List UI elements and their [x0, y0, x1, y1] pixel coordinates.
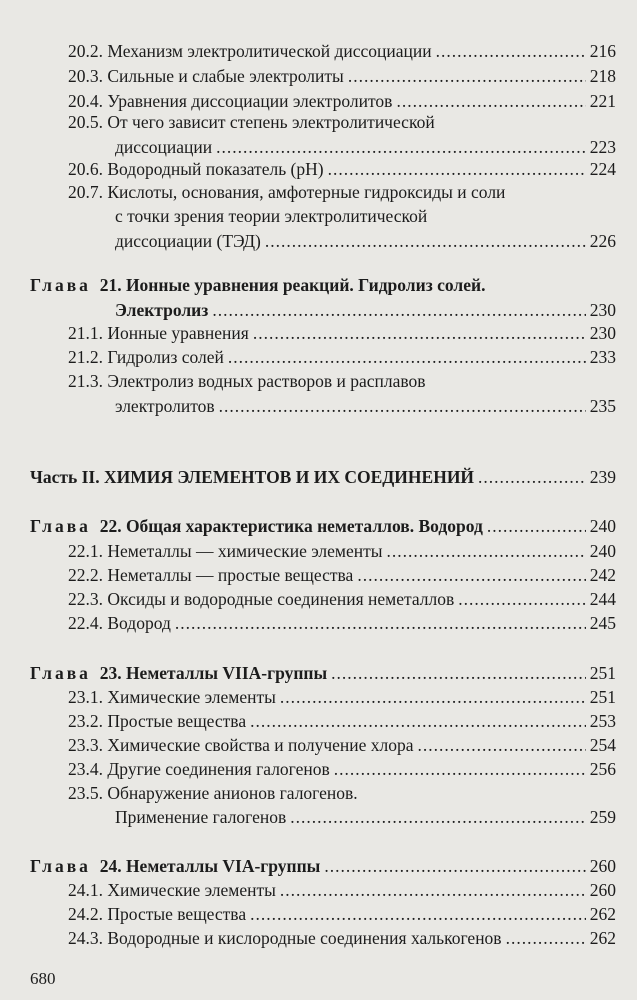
page-ref: 221 — [589, 91, 616, 111]
leader-dots — [216, 136, 586, 158]
page-ref: 251 — [589, 687, 616, 707]
entry-title: Кислоты, основания, амфотерные гидроксиды и соли — [107, 182, 506, 202]
entry-title: Химические элементы — [107, 880, 276, 900]
entry-number: 21.3. — [68, 371, 103, 391]
leader-dots — [212, 299, 585, 321]
toc-entry — [68, 322, 616, 344]
page-ref: 230 — [589, 323, 616, 343]
page-ref: 245 — [589, 613, 616, 633]
toc-entry-continuation — [115, 806, 616, 828]
toc-entry — [68, 710, 616, 732]
leader-dots — [348, 65, 586, 87]
leader-dots — [357, 564, 585, 586]
page-ref: 240 — [589, 516, 616, 536]
leader-dots — [436, 40, 586, 62]
leader-dots — [265, 230, 586, 252]
leader-dots — [418, 734, 586, 756]
entry-title: Обнаружение анионов галогенов. — [107, 783, 358, 803]
chapter-title: 24. Неметаллы VIA-группы — [99, 856, 321, 876]
leader-dots — [228, 346, 586, 368]
entry-title: Водородные и кислородные соединения халькогенов — [107, 928, 502, 948]
toc-entry-continuation — [115, 395, 616, 417]
entry-number: 21.2. — [68, 347, 103, 367]
chapter-heading-continuation — [115, 299, 616, 321]
entry-number: 23.2. — [68, 711, 103, 731]
chapter-word: Глава — [30, 275, 91, 295]
entry-number: 22.2. — [68, 565, 103, 585]
leader-dots — [280, 879, 586, 901]
toc-entry — [68, 927, 616, 949]
toc-entry — [68, 158, 616, 180]
page-ref: 233 — [589, 347, 616, 367]
entry-number: 24.2. — [68, 904, 103, 924]
entry-title: Ионные уравнения — [107, 323, 249, 343]
page-ref: 224 — [589, 159, 616, 179]
page-ref: 260 — [589, 880, 616, 900]
toc-entry — [68, 564, 616, 586]
entry-title: с точки зрения теории электролитической — [115, 206, 428, 226]
toc-entry — [68, 612, 616, 634]
entry-title: Неметаллы — химические элементы — [107, 541, 383, 561]
entry-number: 24.3. — [68, 928, 103, 948]
toc-entry — [68, 686, 616, 708]
page-ref: 223 — [589, 137, 616, 157]
page-ref: 259 — [589, 807, 616, 827]
toc-entry-continuation — [115, 136, 616, 158]
entry-number: 22.1. — [68, 541, 103, 561]
chapter-title: 23. Неметаллы VIIA-группы — [99, 663, 328, 683]
entry-number: 22.3. — [68, 589, 103, 609]
leader-dots — [487, 515, 586, 537]
leader-dots — [478, 466, 586, 488]
page-ref: 230 — [589, 300, 616, 320]
page-number: 680 — [30, 969, 56, 988]
chapter-title: 21. Ионные уравнения реакций. Гидролиз солей. — [99, 275, 486, 295]
entry-title: электролитов — [115, 396, 215, 416]
toc-entry — [68, 734, 616, 756]
toc-entry — [68, 346, 616, 368]
page-ref: 262 — [589, 928, 616, 948]
page-ref: 260 — [589, 856, 616, 876]
entry-title: От чего зависит степень электролитической — [107, 112, 435, 132]
leader-dots — [280, 686, 586, 708]
leader-dots — [328, 158, 586, 180]
chapter-heading — [30, 855, 616, 877]
toc-entry — [68, 903, 616, 925]
entry-title: диссоциации — [115, 137, 213, 157]
entry-number: 23.4. — [68, 759, 103, 779]
toc-entry — [68, 370, 616, 392]
leader-dots — [175, 612, 586, 634]
page-ref: 262 — [589, 904, 616, 924]
entry-title: Применение галогенов — [115, 807, 287, 827]
page-ref: 251 — [589, 663, 616, 683]
toc-entry — [68, 90, 616, 112]
entry-number: 20.6. — [68, 159, 103, 179]
entry-title: Неметаллы — простые вещества — [107, 565, 354, 585]
leader-dots — [458, 588, 585, 610]
chapter-title: Электролиз — [115, 300, 209, 320]
entry-number: 20.4. — [68, 91, 103, 111]
chapter-word: Глава — [30, 856, 91, 876]
chapter-title: 22. Общая характеристика неметаллов. Водород — [99, 516, 483, 536]
page-ref: 216 — [589, 41, 616, 61]
toc-entry — [68, 540, 616, 562]
entry-number: 20.3. — [68, 66, 103, 86]
page-ref: 256 — [589, 759, 616, 779]
entry-title: Механизм электролитической диссоциации — [107, 41, 432, 61]
page-ref: 253 — [589, 711, 616, 731]
entry-number: 20.5. — [68, 112, 103, 132]
entry-number: 24.1. — [68, 880, 103, 900]
entry-title: Сильные и слабые электролиты — [107, 66, 344, 86]
entry-title: Гидролиз солей — [107, 347, 224, 367]
entry-number: 23.3. — [68, 735, 103, 755]
entry-title: Уравнения диссоциации электролитов — [107, 91, 393, 111]
toc-entry — [68, 111, 616, 133]
entry-number: 23.1. — [68, 687, 103, 707]
entry-number: 20.2. — [68, 41, 103, 61]
page-ref: 239 — [589, 467, 616, 487]
leader-dots — [250, 710, 586, 732]
toc-entry-continuation — [115, 230, 616, 252]
entry-number: 22.4. — [68, 613, 103, 633]
entry-title: Простые вещества — [107, 711, 247, 731]
entry-number: 21.1. — [68, 323, 103, 343]
toc-entry-continuation — [115, 205, 616, 227]
page-ref: 235 — [589, 396, 616, 416]
leader-dots — [253, 322, 586, 344]
leader-dots — [219, 395, 586, 417]
leader-dots — [506, 927, 586, 949]
chapter-heading — [30, 662, 616, 684]
entry-number: 20.7. — [68, 182, 103, 202]
leader-dots — [396, 90, 585, 112]
leader-dots — [290, 806, 585, 828]
toc-entry — [68, 758, 616, 780]
page-ref: 240 — [589, 541, 616, 561]
toc-entry — [68, 879, 616, 901]
toc-entry — [68, 65, 616, 87]
chapter-heading — [30, 515, 616, 537]
entry-title: Другие соединения галогенов — [107, 759, 330, 779]
page-ref: 254 — [589, 735, 616, 755]
leader-dots — [250, 903, 586, 925]
leader-dots — [331, 662, 586, 684]
entry-title: Химические свойства и получение хлора — [107, 735, 414, 755]
chapter-word: Глава — [30, 516, 91, 536]
leader-dots — [334, 758, 586, 780]
leader-dots — [387, 540, 586, 562]
entry-title: диссоциации (ТЭД) — [115, 231, 261, 251]
toc-entry — [68, 181, 616, 203]
entry-title: Водород — [107, 613, 171, 633]
chapter-word: Глава — [30, 663, 91, 683]
leader-dots — [324, 855, 585, 877]
entry-title: Оксиды и водородные соединения неметаллов — [107, 589, 455, 609]
page-ref: 226 — [589, 231, 616, 251]
page-ref: 244 — [589, 589, 616, 609]
entry-title: Химические элементы — [107, 687, 276, 707]
toc-entry — [68, 588, 616, 610]
entry-title: Водородный показатель (pH) — [107, 159, 324, 179]
page-ref: 242 — [589, 565, 616, 585]
toc-entry — [68, 782, 616, 804]
part-title: Часть II. ХИМИЯ ЭЛЕМЕНТОВ И ИХ СОЕДИНЕНИЙ — [30, 467, 475, 487]
entry-number: 23.5. — [68, 783, 103, 803]
chapter-heading — [30, 274, 616, 296]
toc-entry — [68, 40, 616, 62]
part-heading — [30, 466, 616, 488]
entry-title: Электролиз водных растворов и расплавов — [107, 371, 426, 391]
entry-title: Простые вещества — [107, 904, 247, 924]
page-ref: 218 — [589, 66, 616, 86]
